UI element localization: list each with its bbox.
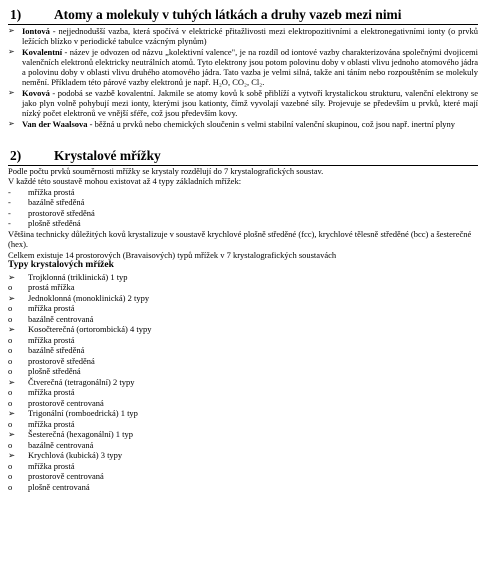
circle-bullet-icon: o <box>8 303 13 314</box>
arrow-bullet-icon: ➢ <box>8 324 16 335</box>
type-label: Čtverečná (tetragonální) 2 typy <box>28 376 135 387</box>
basic-lattice-item: - prostorově středěná <box>8 207 95 218</box>
lattice-type-item <box>8 471 478 482</box>
dash-bullet: - <box>8 186 11 197</box>
arrow-bullet-icon: ➢ <box>8 292 16 303</box>
circle-bullet-icon: o <box>8 387 13 398</box>
type-label: prostá mřížka <box>28 282 75 293</box>
type-label: Krychlová (kubická) 3 typy <box>28 450 123 461</box>
lattice-type-item <box>8 398 478 409</box>
bond-item-van-der-waals <box>8 119 478 129</box>
crystal-system-item <box>8 377 478 388</box>
lattice-type-item <box>8 314 478 325</box>
lattice-types-list <box>8 272 478 493</box>
dash-bullet: - <box>8 218 11 229</box>
lattice-type-item <box>8 482 478 493</box>
circle-bullet-icon: o <box>8 471 13 482</box>
circle-bullet-icon: o <box>8 334 13 345</box>
circle-bullet-icon: o <box>8 439 13 450</box>
type-label: plošně centrovaná <box>28 481 90 492</box>
arrow-bullet-icon: ➢ <box>8 118 15 128</box>
arrow-bullet-icon: ➢ <box>8 408 16 419</box>
type-label: Kosočterečná (ortorombická) 4 typy <box>28 324 152 335</box>
section-2-heading <box>8 147 478 166</box>
section-1-heading <box>8 6 478 25</box>
section-2-title: Krystalové mřížky <box>54 147 161 163</box>
type-label: mřížka prostá <box>28 334 75 345</box>
bond-description: - název je odvozen od názvu „kolektivní valence", je na rozdíl od iontové vazby charakterizována společnými dvojicemi valenčních elektronů elektricky neutrálních atomů. Tyto elektrony jsou potom polovinu doby v oblasti vlivu jednoho atomového jádra a polovinu doby v oblasti vlivu druhého atomového jádra. Tato vazba je velmi silná, takže ani táním nebo rozpouštěním se molekuly nemění. Příkladem této párové vazby elektronů je např. H₂O, CO₂, Cl₂. <box>22 46 478 88</box>
type-label: bazálně centrovaná <box>28 313 94 324</box>
type-label: Jednoklonná (monoklinická) 2 typy <box>28 292 150 303</box>
lattice-type-item <box>8 345 478 356</box>
basic-lattice-item: - mřížka prostá <box>8 186 75 197</box>
type-label: mřížka prostá <box>28 460 75 471</box>
crystal-system-item <box>8 408 478 419</box>
bond-item-ionic <box>8 26 478 47</box>
intro-paragraph-2: V každé této soustavě mohou existovat až 4 typy základních mřížek: <box>8 176 242 187</box>
bond-item-covalent <box>8 47 478 88</box>
lattice-type-item <box>8 303 478 314</box>
circle-bullet-icon: o <box>8 313 13 324</box>
type-label: Trigonální (romboedrická) 1 typ <box>28 408 138 419</box>
arrow-bullet-icon: ➢ <box>8 450 16 461</box>
circle-bullet-icon: o <box>8 481 13 492</box>
section-1-number: 1) <box>10 7 22 22</box>
section-2-number: 2) <box>10 147 22 163</box>
crystal-system-item <box>8 324 478 335</box>
common-metals-paragraph: Většina technicky důležitých kovů krystalizuje v soustavě krychlové plošně středěné (fcc), krychlové tělesně středěné (bcc) a šesterečné (hex). <box>8 228 472 250</box>
bond-types-list <box>8 26 478 129</box>
types-heading: Typy krystalových mřížek <box>8 260 114 271</box>
bond-term: Kovalentní <box>22 46 63 57</box>
lattice-type-item <box>8 366 478 377</box>
type-label: Trojklonná (triklinická) 1 typ <box>28 271 128 282</box>
bond-item-metallic <box>8 88 478 119</box>
lattice-type-item <box>8 387 478 398</box>
bond-term: Van der Waalsova <box>22 118 88 129</box>
circle-bullet-icon: o <box>8 355 13 366</box>
bond-term: Kovová <box>22 87 50 98</box>
type-label: bazálně středěná <box>28 345 85 356</box>
type-label: Šesterečná (hexagonální) 1 typ <box>28 429 134 440</box>
dash-bullet: - <box>8 197 11 208</box>
intro-paragraph-1: Podle počtu prvků souměrnosti mřížky se krystaly rozdělují do 7 krystalografických soustav. <box>8 165 324 176</box>
section-1-title: Atomy a molekuly v tuhých látkách a druhy vazeb mezi nimi <box>54 7 402 22</box>
crystal-system-item <box>8 272 478 283</box>
type-label: prostorově centrovaná <box>28 471 104 482</box>
crystal-system-item <box>8 293 478 304</box>
lattice-type-item <box>8 282 478 293</box>
arrow-bullet-icon: ➢ <box>8 87 15 97</box>
bond-term: Iontová <box>22 26 50 36</box>
basic-lattice-list <box>8 187 478 229</box>
arrow-bullet-icon: ➢ <box>8 271 16 282</box>
circle-bullet-icon: o <box>8 397 13 408</box>
section-spacer <box>8 129 478 147</box>
basic-lattice-item: - plošně středěná <box>8 218 81 229</box>
type-label: bazálně centrovaná <box>28 439 94 450</box>
type-label: mřížka prostá <box>28 303 75 314</box>
bond-description: - nejjednodušší vazba, která spočívá v elektrické přitažlivosti mezi elektropozitivními a elektronegativními ionty (o prvků ležících blízko v periodické tabulce vzácným plynům) <box>22 26 478 47</box>
lattice-type-item <box>8 335 478 346</box>
type-label: prostorově centrovaná <box>28 397 104 408</box>
lattice-type-item <box>8 440 478 451</box>
crystal-system-item <box>8 429 478 440</box>
circle-bullet-icon: o <box>8 282 13 293</box>
circle-bullet-icon: o <box>8 460 13 471</box>
bond-description: - podobá se vazbě kovalentní. Jakmile se atomy kovů k sobě přiblíží a vytvoří krystalickou strukturu, valenční elektrony se jako plyn volně pohybují mezi ionty, kterými jsou kationty, čímž vyvolají vazebné síly. Projevuje se především u prvků, které mají nízký počet elektronů ve vnější sféře, což jsou především kovy. <box>22 87 478 119</box>
circle-bullet-icon: o <box>8 345 13 356</box>
lattice-type-item <box>8 461 478 472</box>
arrow-bullet-icon: ➢ <box>8 46 15 56</box>
dash-bullet: - <box>8 207 11 218</box>
arrow-bullet-icon: ➢ <box>8 26 15 35</box>
lattice-type-item <box>8 356 478 367</box>
basic-lattice-item: - bazálně středěná <box>8 197 85 208</box>
arrow-bullet-icon: ➢ <box>8 429 16 440</box>
circle-bullet-icon: o <box>8 418 13 429</box>
bravais-paragraph: Celkem existuje 14 prostorových (Bravaisových) typů mřížek v 7 krystalografických soustavách <box>8 249 337 260</box>
lattice-type-item <box>8 419 478 430</box>
crystal-system-item <box>8 450 478 461</box>
circle-bullet-icon: o <box>8 366 13 377</box>
type-label: mřížka prostá <box>28 387 75 398</box>
type-label: plošně středěná <box>28 366 81 377</box>
type-label: mřížka prostá <box>28 418 75 429</box>
arrow-bullet-icon: ➢ <box>8 376 16 387</box>
bond-description: - běžná u prvků nebo chemických sloučenin s velmi stabilní valenční skupinou, což jsou např. inertní plyny <box>87 118 456 129</box>
type-label: prostorově středěná <box>28 355 95 366</box>
